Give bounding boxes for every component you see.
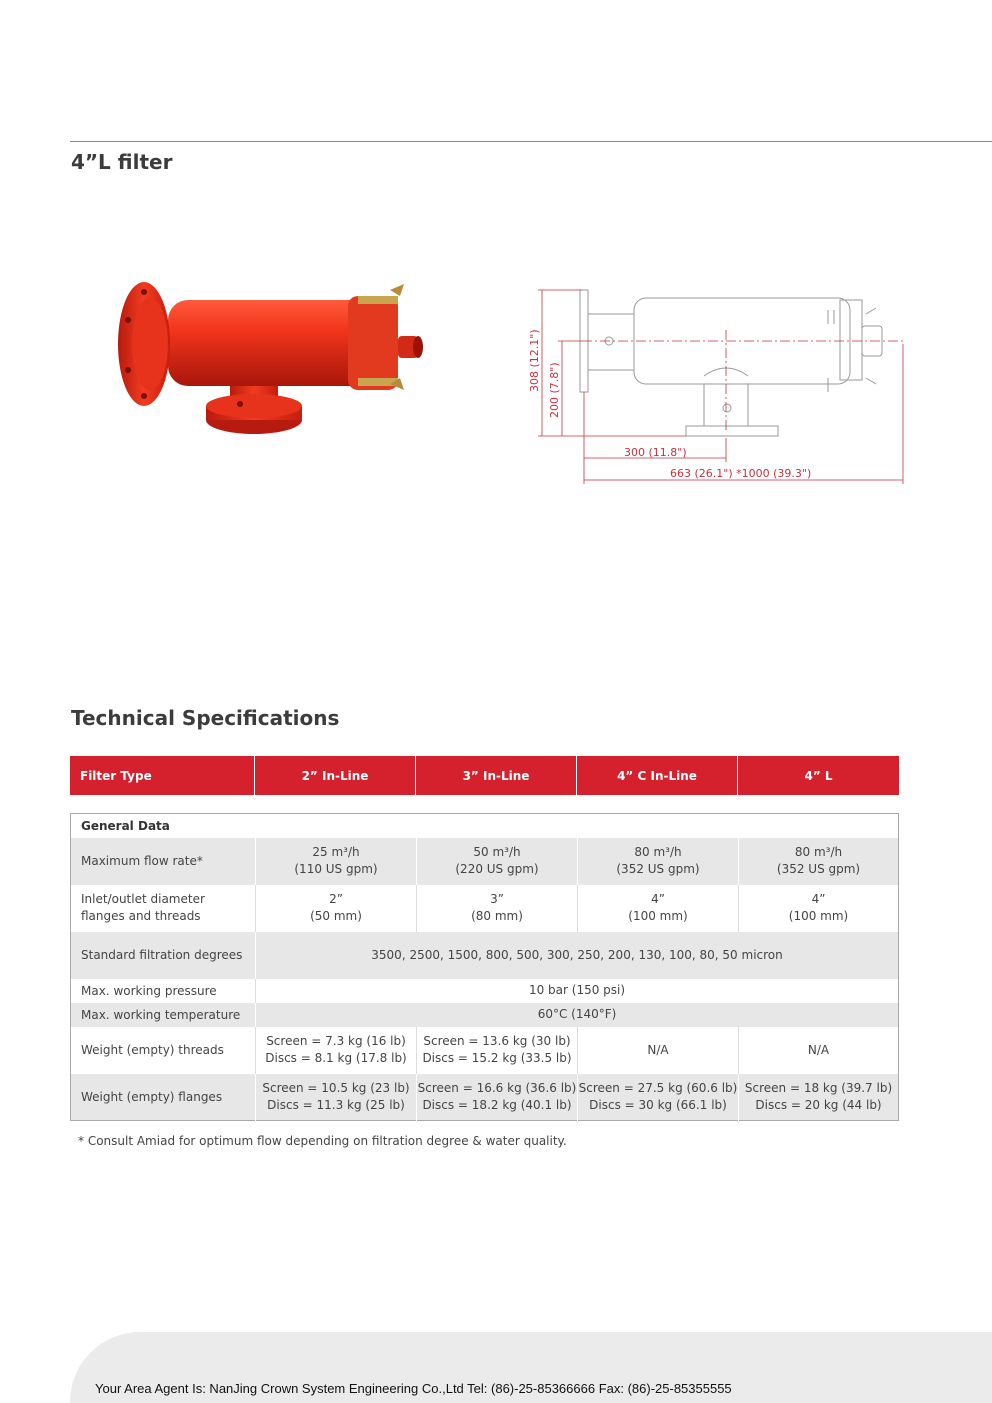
table-cell: 60°C (140°F): [256, 1003, 899, 1027]
spec-table: [70, 813, 899, 1121]
dim-length: 663 (26.1") *1000 (39.3"): [670, 467, 812, 480]
table-cell: 25 m³/h (110 US gpm): [256, 838, 417, 885]
table-cell: Screen = 10.5 kg (23 lb) Discs = 11.3 kg (25 lb): [256, 1074, 417, 1121]
table-cell: 3” (80 mm): [417, 885, 578, 932]
filter-photo: [108, 274, 428, 454]
spec-header-row: [70, 756, 899, 795]
table-row: [71, 885, 899, 932]
row-label: Weight (empty) flanges: [71, 1074, 256, 1121]
table-cell: Screen = 27.5 kg (60.6 lb) Discs = 30 kg (66.1 lb): [578, 1074, 739, 1121]
table-cell: 4” (100 mm): [739, 885, 899, 932]
row-label: Max. working temperature: [71, 1003, 256, 1027]
table-cell: 50 m³/h (220 US gpm): [417, 838, 578, 885]
table-row: [71, 1003, 899, 1027]
row-label: Inlet/outlet diameter flanges and threads: [81, 892, 205, 923]
header-filter-type: Filter Type: [70, 756, 255, 795]
table-row: [71, 814, 899, 838]
table-cell: Screen = 16.6 kg (36.6 lb) Discs = 18.2 kg (40.1 lb): [417, 1074, 578, 1121]
table-row: [71, 979, 899, 1003]
table-cell: 2” (50 mm): [256, 885, 417, 932]
header-2in-inline: 2” In-Line: [255, 756, 416, 795]
row-label: Standard filtration degrees: [71, 932, 256, 979]
product-title: 4”L filter: [71, 150, 173, 174]
header-3in-inline: 3” In-Line: [416, 756, 577, 795]
table-cell: 80 m³/h (352 US gpm): [739, 838, 899, 885]
table-cell: N/A: [739, 1027, 899, 1074]
table-row: [71, 1074, 899, 1121]
dim-height-total: 308 (12.1"): [528, 329, 541, 392]
table-cell: 4” (100 mm): [578, 885, 739, 932]
header-4in-c-inline: 4” C In-Line: [577, 756, 738, 795]
row-label: Weight (empty) threads: [81, 1043, 224, 1057]
dim-inlet-offset: 300 (11.8"): [624, 446, 687, 459]
row-label: Max. working pressure: [81, 983, 217, 998]
section-label: General Data: [81, 818, 170, 833]
table-row: [71, 1027, 899, 1074]
table-cell: 10 bar (150 psi): [256, 979, 899, 1003]
spec-title: Technical Specifications: [71, 706, 340, 730]
table-cell: Screen = 7.3 kg (16 lb) Discs = 8.1 kg (17.8 lb): [256, 1027, 417, 1074]
footnote: * Consult Amiad for optimum flow depending on filtration degree & water quality.: [78, 1134, 567, 1148]
table-cell: Screen = 13.6 kg (30 lb) Discs = 15.2 kg (33.5 lb): [417, 1027, 578, 1074]
table-cell: N/A: [578, 1027, 739, 1074]
agent-contact: Your Area Agent Is: NanJing Crown System Engineering Co.,Ltd Tel: (86)-25-85366666 Fax: (86)-25-85355555: [95, 1381, 732, 1396]
dimension-drawing: [518, 280, 918, 490]
table-cell: Screen = 18 kg (39.7 lb) Discs = 20 kg (44 lb): [739, 1074, 899, 1121]
table-row: [71, 932, 899, 979]
table-cell: 3500, 2500, 1500, 800, 500, 300, 250, 200, 130, 100, 80, 50 micron: [256, 932, 899, 979]
table-cell: 80 m³/h (352 US gpm): [578, 838, 739, 885]
header-4in-l: 4” L: [804, 768, 833, 783]
table-row: [71, 838, 899, 885]
top-divider: [70, 141, 992, 142]
row-label: Maximum flow rate*: [71, 838, 256, 885]
dim-height-center: 200 (7.8"): [548, 362, 561, 418]
